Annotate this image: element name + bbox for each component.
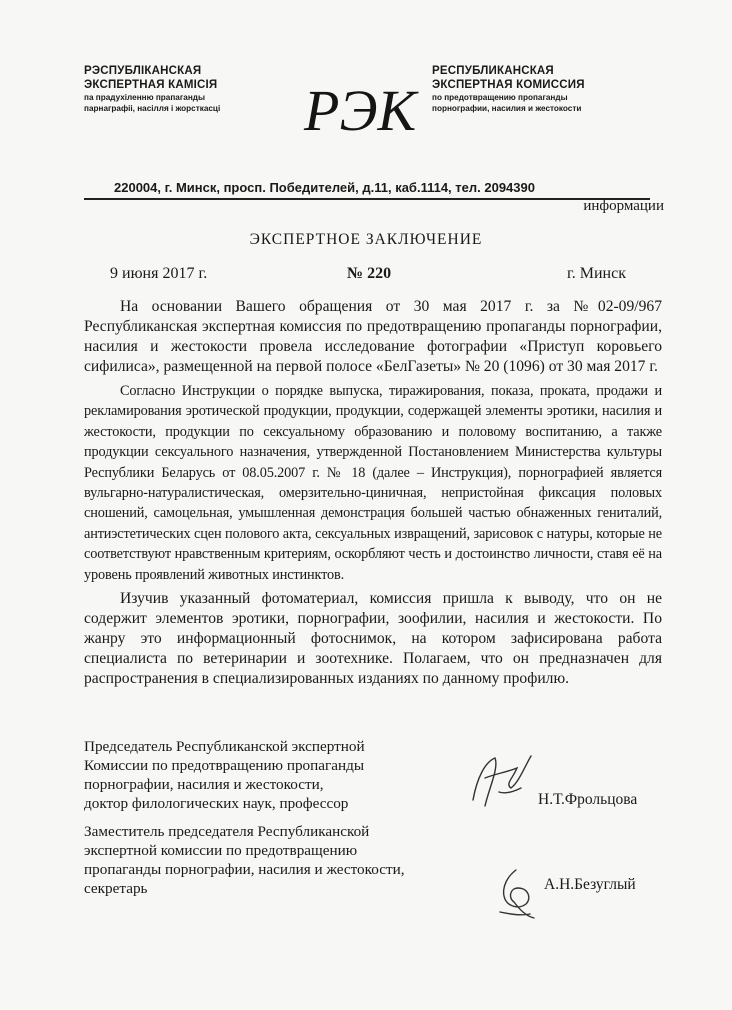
document-number: № 220 xyxy=(347,265,392,282)
letterhead-right xyxy=(432,64,632,114)
document-title: ЭКСПЕРТНОЕ ЗАКЛЮЧЕНИЕ xyxy=(249,231,483,248)
commission-logo xyxy=(300,72,420,144)
chair-handwritten-signature xyxy=(455,748,545,818)
letterhead-left xyxy=(84,64,274,114)
letterhead-right-line2: ЭКСПЕРТНАЯ КОМИССИЯ xyxy=(432,79,585,91)
letterhead-divider xyxy=(84,198,650,200)
chair-title-line3: порнографии, насилия и жестокости, xyxy=(84,776,324,793)
letterhead-right-line3: по предотвращению пропаганды xyxy=(432,93,568,102)
chair-name: Н.Т.Фрольцова xyxy=(538,791,638,808)
secretary-name: А.Н.Безуглый xyxy=(544,876,636,893)
secretary-title-line3: пропаганды порнографии, насилия и жестокости, xyxy=(84,861,405,878)
letterhead-left-line1: РЭСПУБЛІКАНСКАЯ xyxy=(84,65,202,77)
body-paragraph-2: Согласно Инструкции о порядке выпуска, тиражирования, показа, проката, продажи и рекламирования эротической продукции, продукции, содержащей элементы эротики, насилия и жестокости, продукции по сексуальному образованию и половому воспитанию, а также продукции сексуального назначения, утвержденной Постановлением Министерства культуры Республики Беларусь от 08.05.2007 г. № 18 (далее – Инструкция), порнографией является вульгарно-натуралистическая, омерзительно-циничная, непристойная фиксация половых сношений, самоцельная, умышленная демонстрация большей частью обнаженных гениталий, антиэстетических сцен полового акта, сексуальных извращений, зарисовок с натуры, которые не соответствуют нравственным критериям, оскорбляют честь и достоинство личности, ставя её на уровень проявлений животных инстинктов. xyxy=(84,383,662,583)
letterhead-address: 220004, г. Минск, просп. Победителей, д.11, каб.1114, тел. 2094390 xyxy=(114,180,535,195)
document-body xyxy=(84,297,662,689)
secretary-handwritten-signature xyxy=(490,862,540,922)
letterhead-left-line2: ЭКСПЕРТНАЯ КАМІСІЯ xyxy=(84,79,218,91)
document-date: 9 июня 2017 г. xyxy=(110,265,208,282)
chair-title-line1: Председатель Республиканской экспертной xyxy=(84,738,365,755)
letterhead-left-line3: па прадухіленню прапаганды xyxy=(84,93,205,102)
logo-text: РЭК xyxy=(304,78,416,143)
signature-block-chair xyxy=(84,737,444,813)
document-city: г. Минск xyxy=(567,265,626,282)
letterhead-left-line4: парнаграфіі, насілля і жорсткасці xyxy=(84,104,221,113)
secretary-title-line1: Заместитель председателя Республиканской xyxy=(84,823,370,840)
info-word: информации xyxy=(583,198,664,214)
chair-title-line2: Комиссии по предотвращению пропаганды xyxy=(84,757,365,774)
secretary-title-line2: экспертной комиссии по предотвращению xyxy=(84,842,358,859)
body-paragraph-3: Изучив указанный фотоматериал, комиссия пришла к выводу, что он не содержит элементов эротики, порнографии, зоофилии, насилия и жестокости. По жанру это информационный фотоснимок, на котором зафисирована работа специалиста по ветеринарии и зоотехнике. Полагаем, что он предназначен для распространения в специализированных изданиях по данному профилю. xyxy=(84,590,662,688)
secretary-title-line4: секретарь xyxy=(84,880,148,897)
letterhead-right-line4: порнографии, насилия и жестокости xyxy=(432,104,582,113)
letterhead-right-line1: РЕСПУБЛИКАНСКАЯ xyxy=(432,65,554,77)
signature-block-secretary xyxy=(84,822,484,898)
body-paragraph-1: На основании Вашего обращения от 30 мая 2017 г. за №02-09/967 Республиканская экспертная комиссия по предотвращению пропаганды порнографии, насилия и жестокости провела исследование фотографии «Приступ коровьего сифилиса», размещенной на первой полосе «БелГазеты» № 20 (1096) от 30 мая 2017 г. xyxy=(84,298,662,375)
chair-title-line4: доктор филологических наук, профессор xyxy=(84,795,349,812)
